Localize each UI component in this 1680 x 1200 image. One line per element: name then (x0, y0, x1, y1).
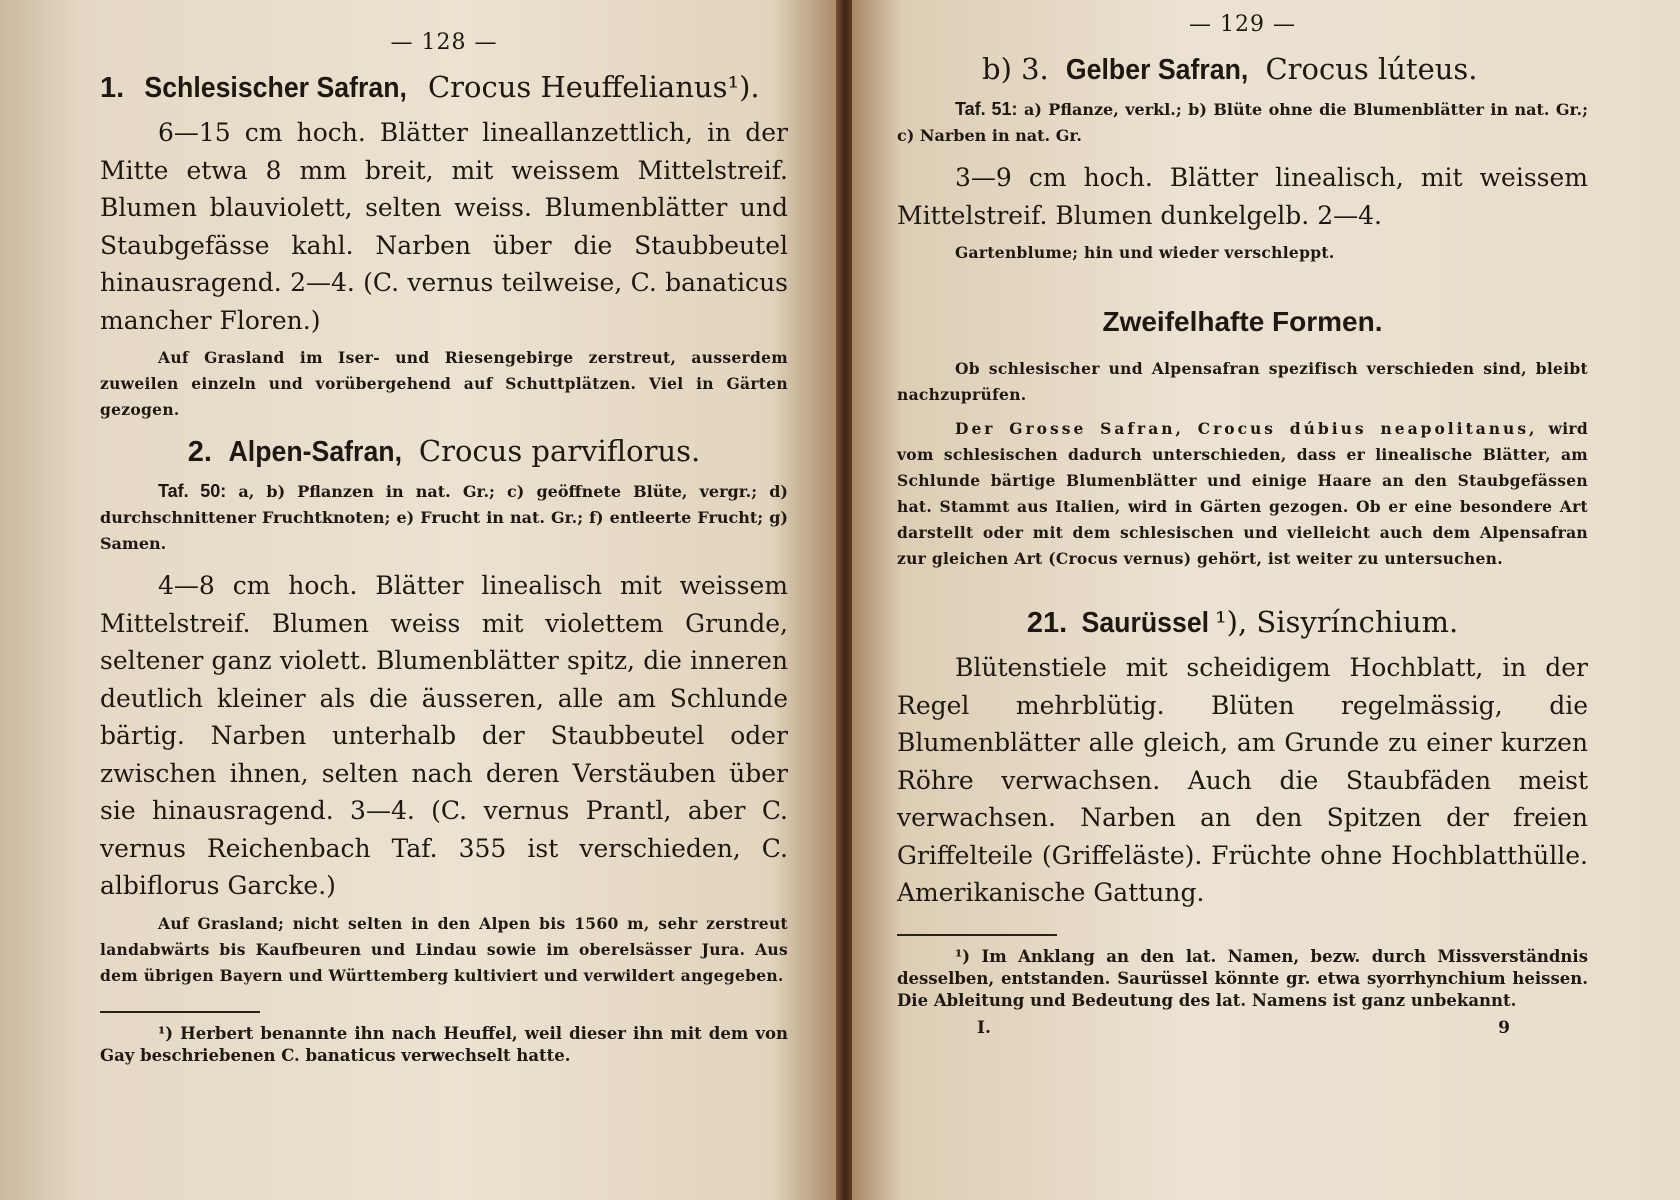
plate-label: Taf. 50: (158, 481, 227, 501)
plate-reference (100, 478, 788, 557)
entry-latin: Crocus Heuffelianus¹). (427, 70, 760, 104)
entry-number: 1. (100, 72, 125, 104)
genus-latin: ¹), Sisyrínchium. (1215, 605, 1459, 639)
signature-line (897, 1018, 1588, 1038)
genus-number: 21. (1026, 607, 1068, 639)
plate-text: a) Pflanze, verkl.; b) Blüte ohne die Blumenblätter in nat. Gr.; c) Narben in nat. Gr. (897, 100, 1588, 145)
plate-text: a, b) Pflanzen in nat. Gr.; c) geöffnete Blüte, vergr.; d) durchschnittener Fruchtknoten; e) Frucht in nat. Gr.; f) entleerte Frucht; g) Samen. (100, 482, 788, 553)
page-number-left: — 128 — (390, 30, 498, 55)
left-page (0, 0, 838, 1200)
genus-name: Saurüssel (1081, 607, 1210, 639)
entry-name: Gelber Safran, (1065, 54, 1249, 86)
entry-heading-gelber-safran (982, 49, 1588, 90)
section-title: Zweifelhafte Formen. (1102, 306, 1383, 337)
entry-habitat: Gartenblume; hin und wieder verschleppt. (955, 243, 1335, 262)
entry-name: Schlesischer Safran, (144, 72, 408, 104)
entry-description: 3—9 cm hoch. Blätter linealisch, mit weissem Mittelstreif. Blumen dunkelgelb. 2—4. (897, 163, 1588, 230)
footnote-divider (897, 934, 1057, 936)
footnote-divider (100, 1011, 260, 1013)
entry-latin: Crocus parviflorus. (418, 434, 701, 468)
footnote: ¹) Im Anklang an den lat. Namen, bezw. durch Missverständnis desselben, entstanden. Saurüssel könnte gr. etwa syorrhynchium heissen. Die Ableitung und Bedeutung des lat. Namens ist ganz unbekannt. (897, 946, 1588, 1010)
doubtful-forms-paragraph: Ob schlesischer und Alpensafran spezifisch verschieden sind, bleibt nachzuprüfen. (897, 359, 1588, 404)
entry-habitat: Auf Grasland im Iser- und Riesengebirge zerstreut, ausserdem zuweilen einzeln und vorübergehend auf Schuttplätzen. Viel in Gärten gezogen. (100, 348, 788, 419)
entry-description: 6—15 cm hoch. Blätter lineallanzettlich, in der Mitte etwa 8 mm breit, mit weissem Mittelstreif. Blumen blauviolett, selten weiss. Blumenblätter und Staubgefässe kahl. Narben über die Staubbeutel hinausragend. 2—4. (C. vernus teilweise, C. banaticus mancher Floren.) (100, 118, 788, 335)
doubtful-forms-paragraph (897, 416, 1588, 572)
page-number-right: — 129 — (1189, 12, 1296, 37)
footnote: ¹) Herbert benannte ihn nach Heuffel, weil dieser ihn mit dem von Gay beschriebenen C. banaticus verwechselt hatte. (100, 1023, 788, 1065)
entry-description: 4—8 cm hoch. Blätter linealisch mit weissem Mittelstreif. Blumen weiss mit violettem Grunde, seltener ganz violett. Blumenblätter spitz, die inneren deutlich kleiner als die äusseren, alle am Schlunde bärtig. Narben unterhalb der Staubbeutel oder zwischen ihnen, selten nach deren Verstäuben über sie hinausragend. 3—4. (C. vernus Prantl, aber C. vernus Reichenbach Taf. 355 ist verschieden, C. albiflorus Garcke.) (100, 571, 788, 900)
crocus-dubius-text: wird vom schlesischen dadurch unterschieden, dass er linealische Blätter, am Schlunde bärtige Blumenblätter und einige Haare an den Staubgefässen hat. Stammt aus Italien, wird in Gärten gezogen. Ob er eine besondere Art darstellt oder mit dem schlesischen und vielleicht auch dem Alpensafran zur gleichen Art (Crocus vernus) gehört, ist weiter zu untersuchen. (897, 419, 1588, 568)
entry-latin: Crocus lúteus. (1265, 52, 1478, 86)
genus-heading-sisyrinchium (897, 602, 1588, 643)
entry-number: 2. (187, 436, 212, 468)
plate-label: Taf. 51: (955, 99, 1018, 119)
signature-mark: I. (977, 1017, 991, 1038)
entry-name: Alpen-Safran, (228, 436, 403, 468)
genus-description: Blütenstiele mit scheidigem Hochblatt, in der Regel mehrblütig. Blüten regelmässig, die Blumenblätter alle gleich, am Grunde zu einer kurzen Röhre verwachsen. Auch die Staubfäden meist verwachsen. Narben an den Spitzen der freien Griffelteile (Griffeläste). Früchte ohne Hochblatthülle. Amerikanische Gattung. (897, 653, 1588, 907)
signature-number: 9 (1498, 1017, 1510, 1038)
entry-habitat: Auf Grasland; nicht selten in den Alpen bis 1560 m, sehr zerstreut landabwärts bis Kaufbeuren und Lindau sowie im oberelsässer Jura. Aus dem übrigen Bayern und Württemberg kultiviert und verwildert angegeben. (100, 913, 788, 985)
right-page (852, 0, 1680, 1200)
plate-reference (897, 96, 1588, 149)
entry-heading-schlesischer-safran (100, 67, 788, 108)
entry-number: b) 3. (982, 52, 1049, 86)
entry-heading-alpen-safran (100, 431, 788, 472)
crocus-dubius-name: Der Grosse Safran, Crocus dúbius neapolitanus, (955, 419, 1538, 438)
